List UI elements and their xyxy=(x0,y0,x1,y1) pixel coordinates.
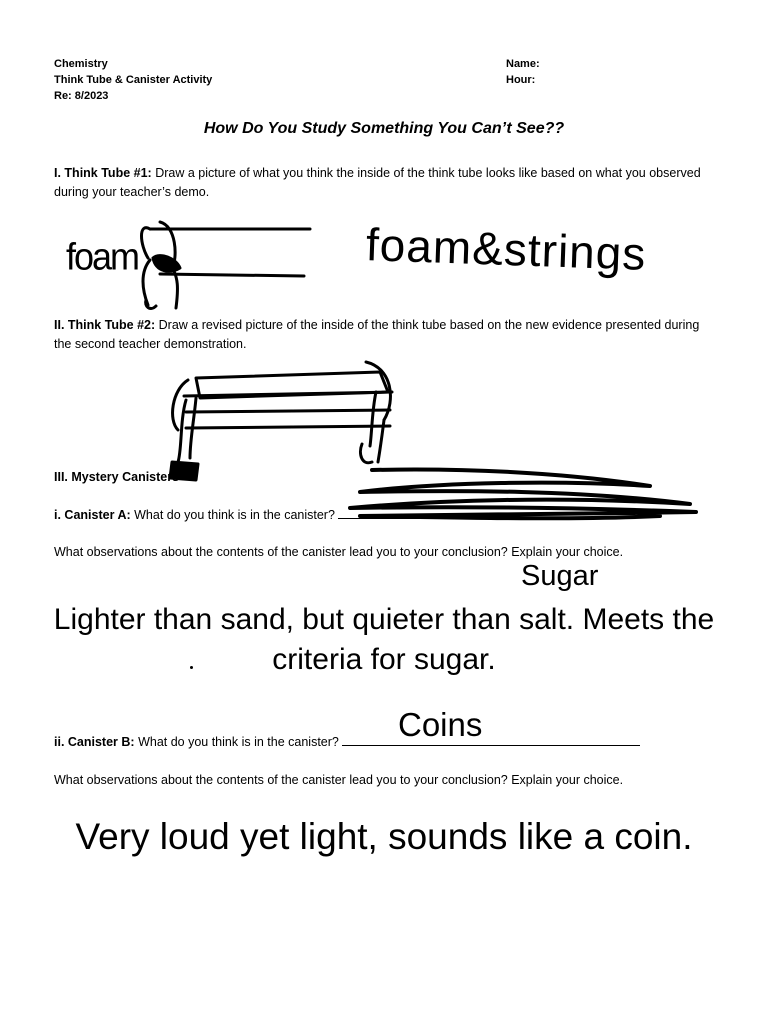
canister-b-label: ii. Canister B: xyxy=(54,735,135,749)
canister-a-label: i. Canister A: xyxy=(54,508,131,522)
canister-a-question: What do you think is in the canister? xyxy=(134,508,335,522)
handwriting-foam: foam xyxy=(66,234,139,278)
section1-label: I. Think Tube #1: xyxy=(54,166,152,180)
section2-label: II. Think Tube #2: xyxy=(54,318,156,332)
subject-label: Chemistry xyxy=(54,58,108,70)
canister-b-answer[interactable]: Coins xyxy=(398,706,483,743)
page-title: How Do You Study Something You Can’t See?? xyxy=(203,120,565,137)
handwriting-foam-strings: foam&strings xyxy=(365,218,648,280)
canister-b-question-row xyxy=(54,733,640,752)
section2-text: Draw a revised picture of the inside of the think tube based on the new evidence presented during the second teacher demonstration. xyxy=(54,318,700,351)
canister-a-explanation[interactable]: Lighter than sand, but quieter than salt. Meets the criteria for sugar. xyxy=(53,603,715,676)
section3-label: III. Mystery Canisters xyxy=(54,470,180,484)
canister-b-explanation[interactable]: Very loud yet light, sounds like a coin. xyxy=(75,816,693,857)
canister-b-question: What do you think is in the canister? xyxy=(138,735,339,749)
activity-label: Think Tube & Canister Activity xyxy=(54,74,213,86)
canister-b-answer-blank[interactable] xyxy=(342,733,640,746)
date-label: Re: 8/2023 xyxy=(54,90,109,102)
canister-a-observation-prompt: What observations about the contents of the canister lead you to your conclusion? Explain your choice. xyxy=(54,545,624,559)
canister-a-answer[interactable]: Sugar xyxy=(521,560,599,592)
stray-dot xyxy=(190,666,193,669)
name-label: Name: xyxy=(506,58,540,70)
section1-text: Draw a picture of what you think the inside of the think tube looks like based on what you observed during your teacher’s demo. xyxy=(54,166,701,199)
canister-b-observation-prompt: What observations about the contents of the canister lead you to your conclusion? Explain your choice. xyxy=(54,773,624,787)
hour-label: Hour: xyxy=(506,74,536,86)
